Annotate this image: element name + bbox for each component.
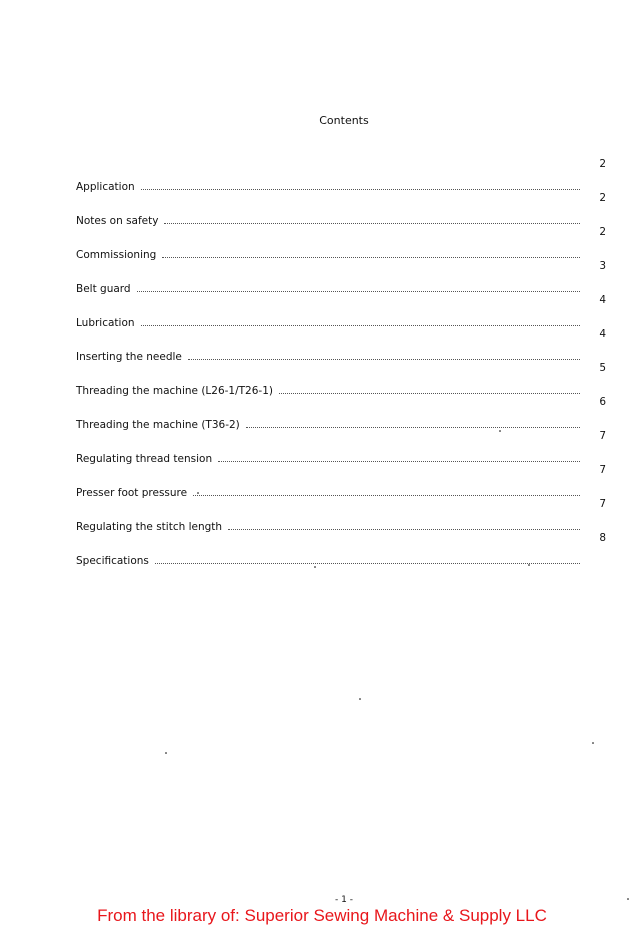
- toc-entry-page: 4: [599, 294, 606, 306]
- scan-speck: [314, 566, 316, 568]
- toc-entry-label: Inserting the needle: [76, 350, 182, 363]
- dot-leader: [141, 189, 580, 190]
- toc-entry: [76, 226, 606, 260]
- dot-leader: [228, 529, 580, 530]
- table-of-contents: [76, 158, 606, 566]
- toc-entry: [76, 260, 606, 294]
- dot-leader: [155, 563, 580, 564]
- toc-entry-label: Application: [76, 180, 135, 193]
- toc-entry-page: 7: [599, 498, 606, 510]
- toc-entry-page: 7: [599, 464, 606, 476]
- scan-speck: [359, 698, 361, 700]
- toc-entry-page: 2: [599, 192, 606, 204]
- toc-entry-label: Commissioning: [76, 248, 157, 261]
- dot-leader: [162, 257, 580, 258]
- toc-entry-page: 2: [599, 226, 606, 238]
- page-title: Contents: [319, 114, 369, 127]
- toc-entry-label: Threading the machine (T36-2): [76, 418, 240, 431]
- dot-leader: [218, 461, 580, 462]
- toc-entry-page: 7: [599, 430, 606, 442]
- dot-leader: [246, 427, 580, 428]
- toc-entry: [76, 158, 606, 192]
- toc-entry-label: Threading the machine (L26-1/T26-1): [76, 384, 273, 397]
- toc-entry: [76, 532, 606, 566]
- toc-entry: [76, 430, 606, 464]
- toc-entry-page: 4: [599, 328, 606, 340]
- toc-entry-label: Notes on safety: [76, 214, 159, 227]
- page-number: - 1 -: [335, 895, 353, 905]
- toc-entry-page: 8: [599, 532, 606, 544]
- dot-leader: [279, 393, 580, 394]
- dot-leader: [193, 495, 580, 496]
- scan-speck: [197, 492, 199, 494]
- toc-entry-label: Specifications: [76, 554, 149, 567]
- dot-leader: [137, 291, 580, 292]
- toc-entry-label: Presser foot pressure: [76, 486, 188, 499]
- toc-entry-label: Regulating thread tension: [76, 452, 213, 465]
- scan-speck: [499, 430, 501, 432]
- dot-leader: [164, 223, 580, 224]
- toc-entry: [76, 328, 606, 362]
- toc-entry: [76, 294, 606, 328]
- toc-entry-page: 3: [599, 260, 606, 272]
- toc-entry-page: 5: [599, 362, 606, 374]
- dot-leader: [141, 325, 580, 326]
- toc-entry: [76, 362, 606, 396]
- toc-entry-label: Lubrication: [76, 316, 135, 329]
- toc-entry: [76, 396, 606, 430]
- toc-entry-label: Belt guard: [76, 282, 131, 295]
- toc-entry-page: 2: [599, 158, 606, 170]
- dot-leader: [188, 359, 580, 360]
- scan-speck: [528, 564, 530, 566]
- toc-entry-page: 6: [599, 396, 606, 408]
- toc-entry: [76, 464, 606, 498]
- toc-entry: [76, 498, 606, 532]
- toc-entry: [76, 192, 606, 226]
- scan-speck: [592, 742, 594, 744]
- toc-entry-label: Regulating the stitch length: [76, 520, 223, 533]
- library-note: From the library of: Superior Sewing Machine & Supply LLC: [97, 906, 547, 925]
- scan-speck: [165, 752, 167, 754]
